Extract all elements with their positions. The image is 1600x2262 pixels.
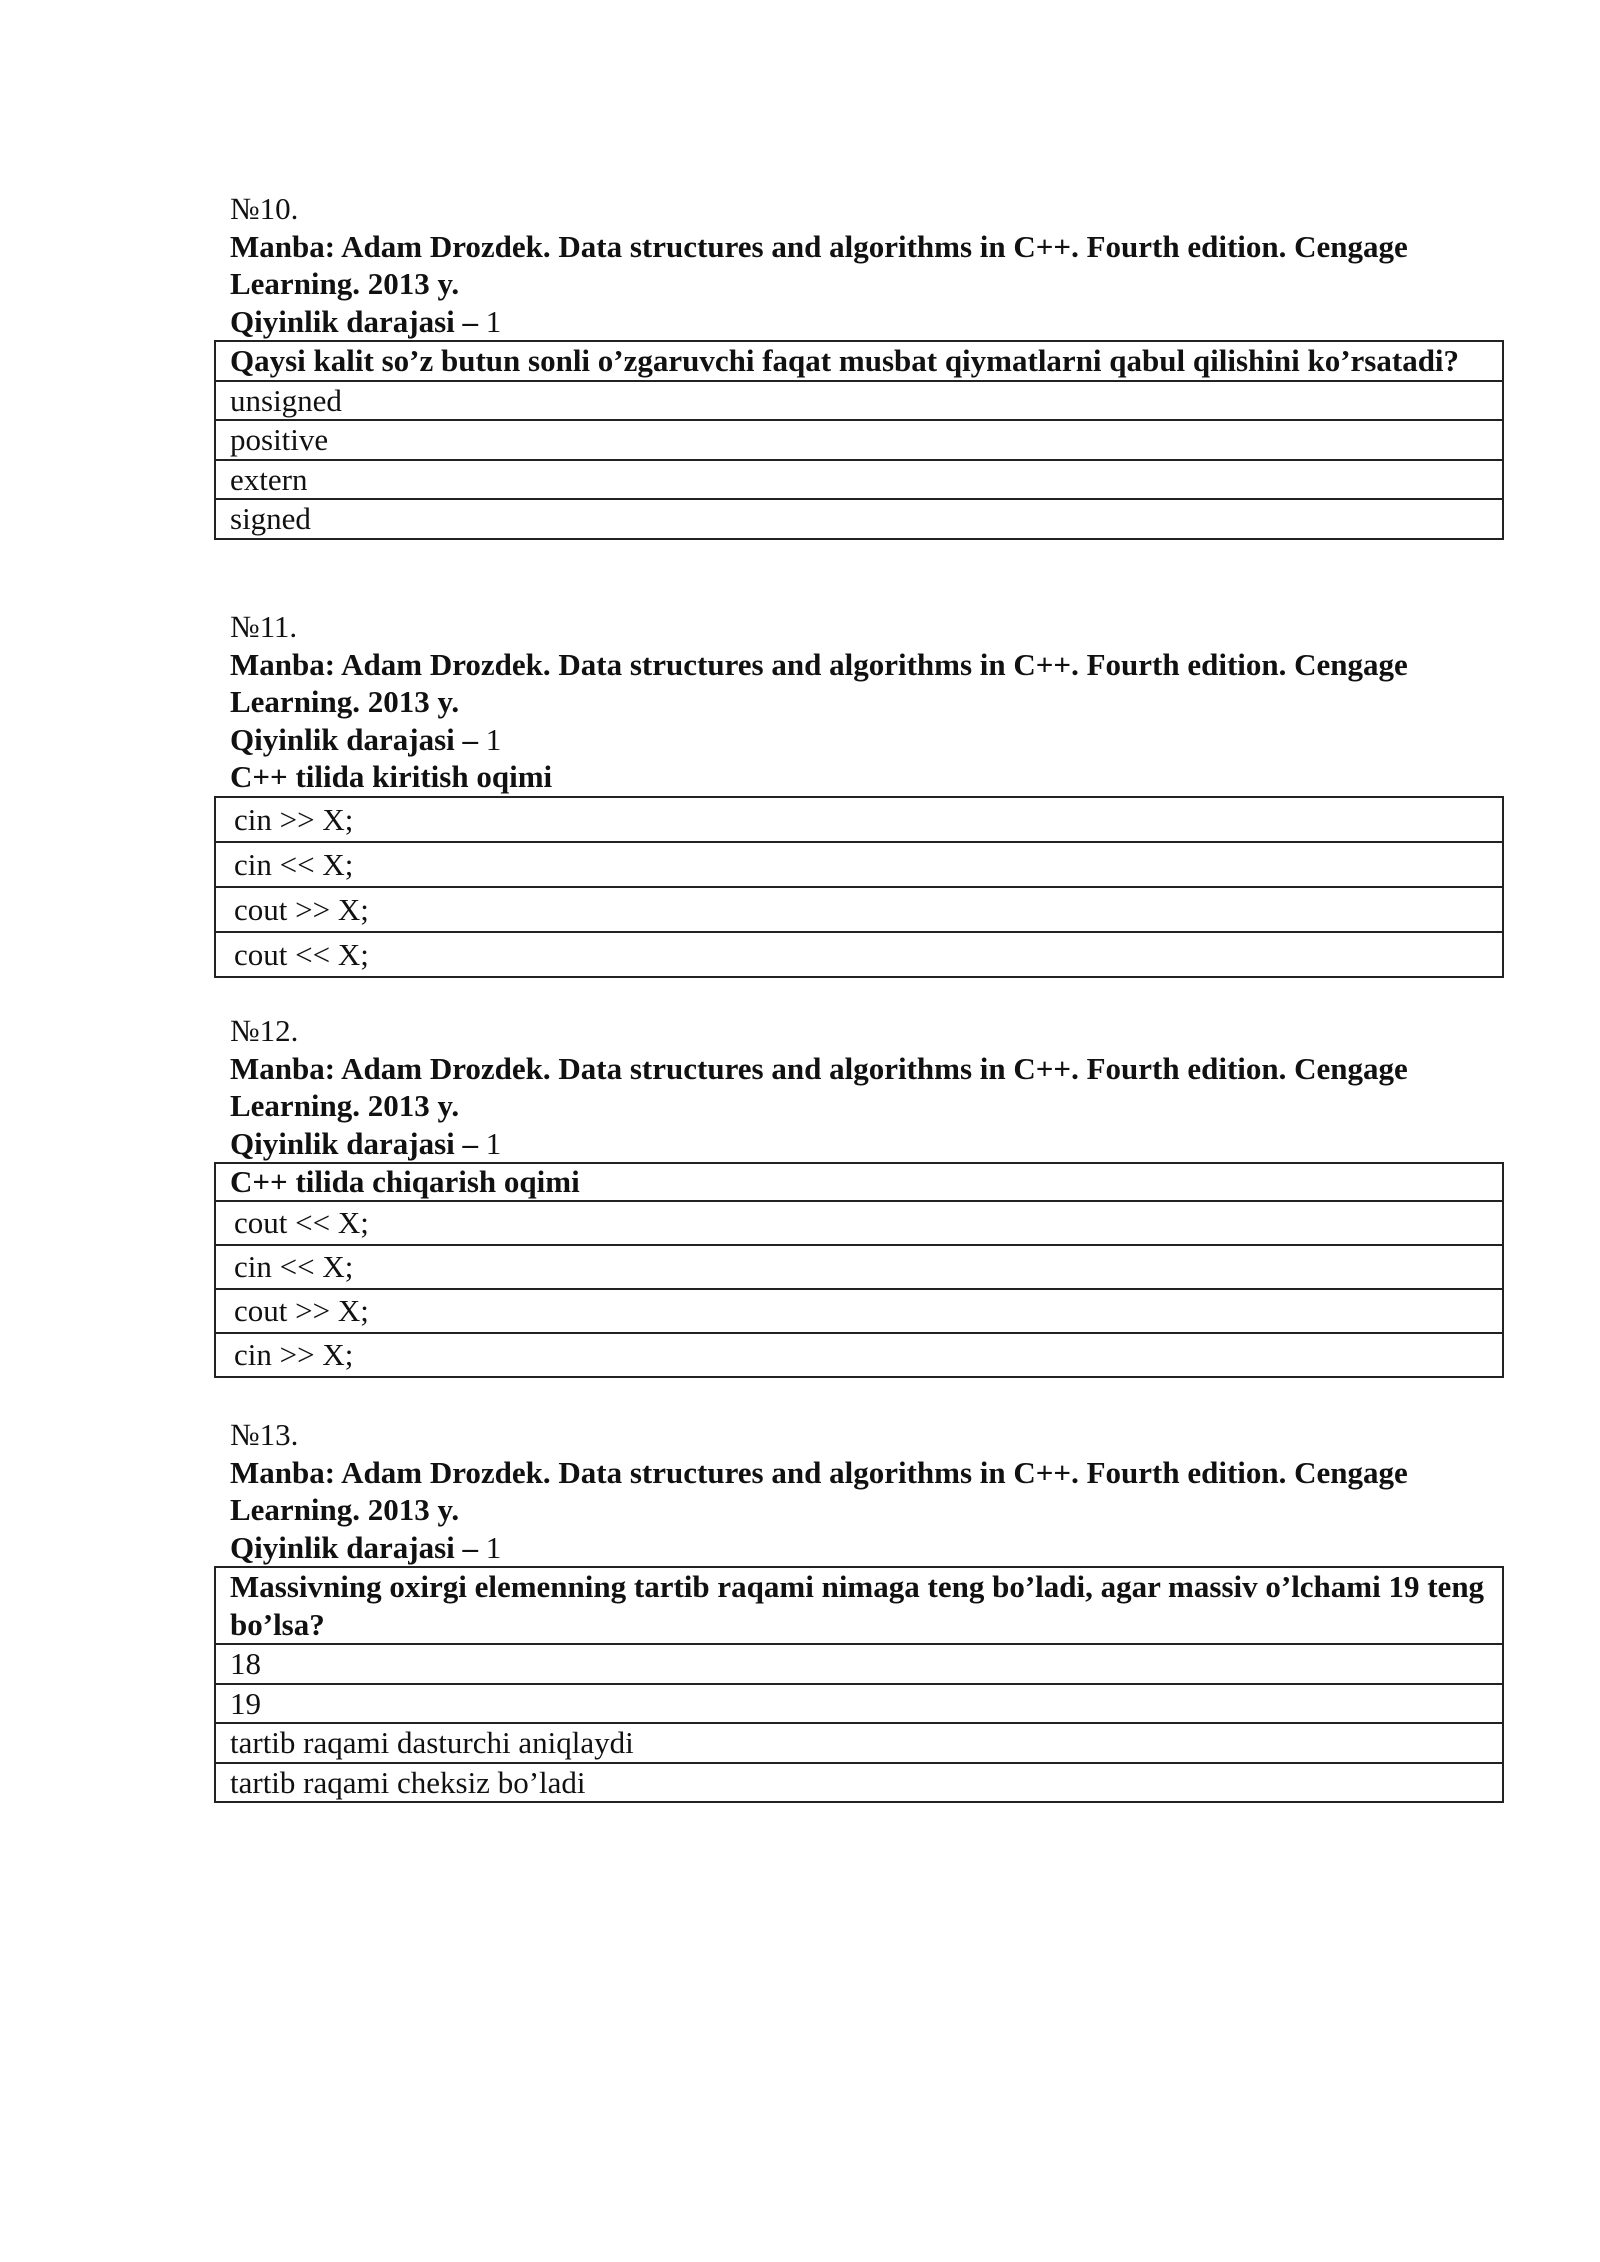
answer-option: 19 bbox=[215, 1684, 1503, 1724]
answer-table bbox=[214, 796, 1504, 978]
question-text: Qaysi kalit so’z butun sonli o’zgaruvchi faqat musbat qiymatlarni qabul qilishini ko’rsatadi? bbox=[215, 341, 1503, 381]
question-block-13 bbox=[214, 1416, 1504, 1803]
question-difficulty: Qiyinlik darajasi – 1 bbox=[230, 303, 502, 339]
answer-option: tartib raqami cheksiz bo’ladi bbox=[215, 1763, 1503, 1803]
question-source: Manba: Adam Drozdek. Data structures and algorithms in C++. Fourth edition. Cengage Learning. 2013 y. bbox=[230, 228, 1408, 301]
answer-option: cin << X; bbox=[215, 842, 1503, 887]
question-number: №12. bbox=[230, 1013, 299, 1048]
answer-option: cin >> X; bbox=[215, 1333, 1503, 1377]
question-block-10 bbox=[214, 190, 1504, 540]
answer-option: positive bbox=[215, 420, 1503, 460]
answer-option: cout >> X; bbox=[215, 887, 1503, 932]
answer-option: cout << X; bbox=[215, 932, 1503, 977]
question-block-11 bbox=[214, 608, 1504, 978]
question-table bbox=[214, 1566, 1504, 1803]
answer-option: cin >> X; bbox=[215, 797, 1503, 842]
question-difficulty: Qiyinlik darajasi – 1 bbox=[230, 1125, 502, 1161]
answer-option: tartib raqami dasturchi aniqlaydi bbox=[215, 1723, 1503, 1763]
question-number: №11. bbox=[230, 609, 298, 644]
question-text: Massivning oxirgi elemenning tartib raqami nimaga teng bo’ladi, agar massiv o’lchami 19 teng bo’lsa? bbox=[215, 1567, 1503, 1644]
question-table bbox=[214, 1162, 1504, 1378]
question-difficulty: Qiyinlik darajasi – 1 bbox=[230, 1529, 502, 1565]
question-difficulty: Qiyinlik darajasi – 1 bbox=[230, 721, 502, 757]
answer-option: cout >> X; bbox=[215, 1289, 1503, 1333]
answer-option: signed bbox=[215, 499, 1503, 539]
question-block-12 bbox=[214, 1012, 1504, 1378]
question-source: Manba: Adam Drozdek. Data structures and algorithms in C++. Fourth edition. Cengage Learning. 2013 y. bbox=[230, 646, 1408, 719]
question-number: №13. bbox=[230, 1417, 299, 1452]
answer-option: extern bbox=[215, 460, 1503, 500]
question-text: C++ tilida kiritish oqimi bbox=[230, 759, 553, 794]
question-source: Manba: Adam Drozdek. Data structures and algorithms in C++. Fourth edition. Cengage Learning. 2013 y. bbox=[230, 1050, 1408, 1123]
answer-option: cin << X; bbox=[215, 1245, 1503, 1289]
question-source: Manba: Adam Drozdek. Data structures and algorithms in C++. Fourth edition. Cengage Learning. 2013 y. bbox=[230, 1454, 1408, 1527]
question-text: C++ tilida chiqarish oqimi bbox=[215, 1163, 1503, 1201]
question-table bbox=[214, 340, 1504, 540]
answer-option: 18 bbox=[215, 1644, 1503, 1684]
question-number: №10. bbox=[230, 191, 299, 226]
answer-option: cout << X; bbox=[215, 1201, 1503, 1245]
answer-option: unsigned bbox=[215, 381, 1503, 421]
